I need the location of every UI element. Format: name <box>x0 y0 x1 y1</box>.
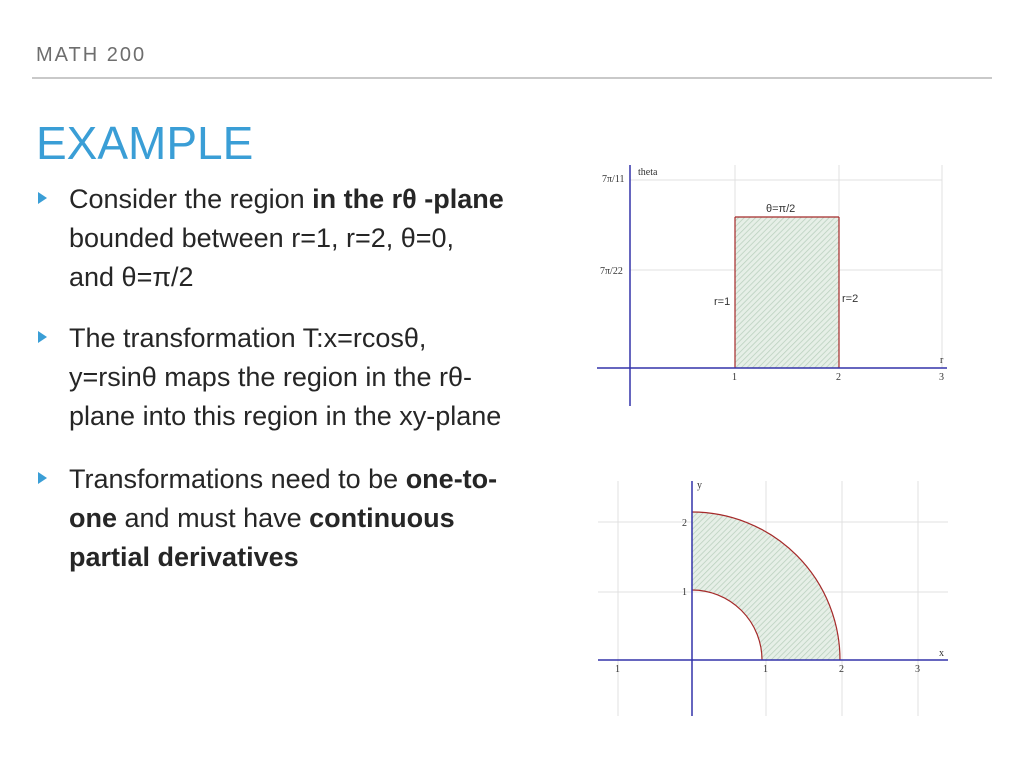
x-tick-label: 3 <box>939 372 944 383</box>
bullet-item <box>36 460 506 577</box>
bullet-text: The transformation T:x=rcosθ, y=rsinθ maps the region in the rθ-plane into this region in the xy-plane <box>69 323 502 431</box>
theta-top-label: θ=π/2 <box>766 203 796 215</box>
theta-axis-label: theta <box>638 167 658 178</box>
x-axis-label: x <box>939 648 944 659</box>
y-tick-label: 7π/11 <box>602 174 625 185</box>
x-tick-label: 3 <box>915 664 920 675</box>
y-tick-label: 1 <box>682 587 687 598</box>
course-label: MATH 200 <box>36 44 147 66</box>
xy-plane-figure <box>598 476 953 718</box>
xy-region <box>692 512 840 660</box>
r-axis-label: r <box>940 355 944 366</box>
x-tick-label: 1 <box>615 664 620 675</box>
bullet-arrow-icon <box>38 192 47 204</box>
r1-label: r=1 <box>714 296 731 308</box>
rtheta-plane-figure <box>592 160 952 410</box>
bullet-item <box>36 180 506 297</box>
r2-label: r=2 <box>842 293 859 305</box>
x-tick-label: 2 <box>839 664 844 675</box>
y-tick-label: 7π/22 <box>600 266 623 277</box>
bullet-item <box>36 319 506 436</box>
bullet-arrow-icon <box>38 472 47 484</box>
x-tick-label: 1 <box>732 372 737 383</box>
bullet-arrow-icon <box>38 331 47 343</box>
bullet-text: Transformations need to be one-to-one and must have continuous partial derivatives <box>69 464 498 572</box>
slide-title: EXAMPLE <box>36 117 254 169</box>
header-divider <box>32 77 992 79</box>
x-tick-label: 2 <box>836 372 841 383</box>
y-axis-label: y <box>697 480 702 491</box>
rtheta-region <box>735 217 839 368</box>
y-tick-label: 2 <box>682 518 687 529</box>
bullet-text: Consider the region in the rθ -plane bounded between r=1, r=2, θ=0, and θ=π/2 <box>69 184 504 292</box>
bullet-list <box>36 180 506 601</box>
x-tick-label: 1 <box>763 664 768 675</box>
